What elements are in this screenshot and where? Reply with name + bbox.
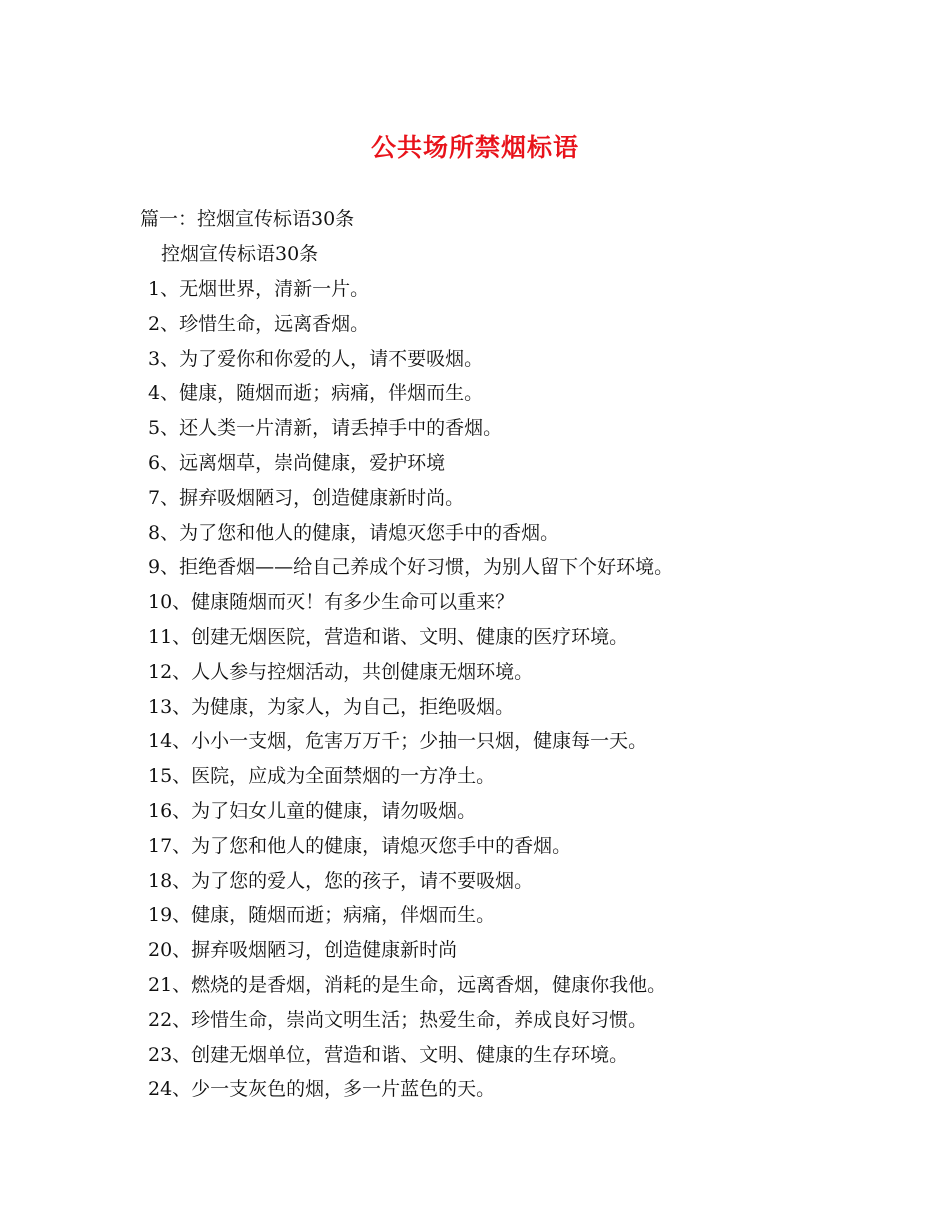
list-item: 21、燃烧的是香烟，消耗的是生命，远离香烟，健康你我他。 <box>148 973 667 996</box>
list-item: 3、为了爱你和你爱的人，请不要吸烟。 <box>148 347 484 370</box>
sub-heading: 控烟宣传标语30条 <box>161 243 319 265</box>
list-item: 18、为了您的爱人，您的孩子，请不要吸烟。 <box>148 869 534 892</box>
list-item: 15、医院，应成为全面禁烟的一方净土。 <box>148 765 496 788</box>
document-title: 公共场所禁烟标语 <box>370 133 579 162</box>
list-item: 9、拒绝香烟——给自己养成个好习惯，为别人留下个好环境。 <box>148 556 674 579</box>
list-item: 20、摒弃吸烟陋习，创造健康新时尚 <box>148 939 458 962</box>
list-item: 17、为了您和他人的健康，请熄灭您手中的香烟。 <box>148 834 572 857</box>
section-heading: 篇一：控烟宣传标语30条 <box>140 208 355 230</box>
list-item: 11、创建无烟医院，营造和谐、文明、健康的医疗环境。 <box>148 625 629 648</box>
list-item: 7、摒弃吸烟陋习，创造健康新时尚。 <box>148 486 465 509</box>
list-item: 14、小小一支烟，危害万万千；少抽一只烟，健康每一天。 <box>148 730 648 753</box>
list-item: 22、珍惜生命，崇尚文明生活；热爱生命，养成良好习惯。 <box>148 1008 648 1031</box>
list-item: 4、健康，随烟而逝；病痛，伴烟而生。 <box>148 382 484 405</box>
list-item: 24、少一支灰色的烟，多一片蓝色的天。 <box>148 1078 496 1101</box>
list-item: 10、健康随烟而灭！有多少生命可以重来？ <box>148 591 515 614</box>
list-item: 2、珍惜生命，远离香烟。 <box>148 312 370 335</box>
list-item: 19、健康，随烟而逝；病痛，伴烟而生。 <box>148 904 496 927</box>
list-item: 1、无烟世界，清新一片。 <box>148 278 370 300</box>
list-item: 16、为了妇女儿童的健康，请勿吸烟。 <box>148 799 477 822</box>
list-item: 5、还人类一片清新，请丢掉手中的香烟。 <box>148 417 503 440</box>
list-item: 6、远离烟草，崇尚健康，爱护环境 <box>148 451 446 474</box>
list-item: 8、为了您和他人的健康，请熄灭您手中的香烟。 <box>148 521 560 544</box>
slogan-list <box>148 277 673 1112</box>
list-item: 12、人人参与控烟活动，共创健康无烟环境。 <box>148 660 534 683</box>
list-item: 13、为健康，为家人，为自己，拒绝吸烟。 <box>148 695 515 718</box>
list-item: 23、创建无烟单位，营造和谐、文明、健康的生存环境。 <box>148 1043 629 1066</box>
